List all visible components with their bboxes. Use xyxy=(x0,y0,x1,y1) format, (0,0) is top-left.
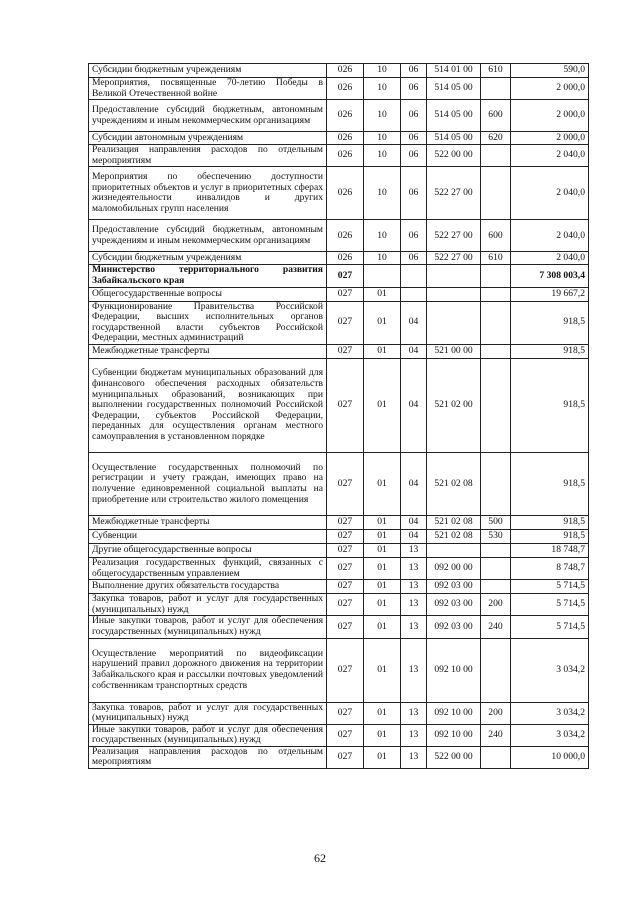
row-description: Межбюджетные трансферты xyxy=(89,515,327,529)
row-amount: 2 040,0 xyxy=(511,145,589,167)
row-section-code: 01 xyxy=(364,452,401,515)
row-description: Субвенции xyxy=(89,529,327,543)
row-section-code: 01 xyxy=(364,557,401,579)
budget-table xyxy=(88,63,589,769)
row-amount: 918,5 xyxy=(511,358,589,452)
row-section-code: 10 xyxy=(364,145,401,167)
row-ministry-code: 026 xyxy=(327,167,364,220)
table-row xyxy=(89,638,589,702)
row-subsection-code: 13 xyxy=(401,724,427,746)
row-ministry-code: 027 xyxy=(327,529,364,543)
row-expense-type-code: 610 xyxy=(481,252,511,265)
row-ministry-code: 026 xyxy=(327,145,364,167)
row-subsection-code: 13 xyxy=(401,580,427,594)
row-expense-type-code xyxy=(481,265,511,287)
row-ministry-code: 027 xyxy=(327,287,364,301)
row-section-code: 01 xyxy=(364,594,401,616)
row-ministry-code: 027 xyxy=(327,515,364,529)
table-row xyxy=(89,220,589,252)
row-expense-type-code: 530 xyxy=(481,529,511,543)
row-ministry-code: 027 xyxy=(327,638,364,702)
row-amount: 3 034,2 xyxy=(511,638,589,702)
row-subsection-code xyxy=(401,287,427,301)
row-target-item-code: 522 27 00 xyxy=(427,252,481,265)
row-expense-type-code xyxy=(481,638,511,702)
row-expense-type-code xyxy=(481,557,511,579)
row-description: Предоставление субсидий бюджетным, автономным учреждениям и иным некоммерческим организациям xyxy=(89,100,327,132)
row-section-code xyxy=(364,265,401,287)
row-amount: 10 000,0 xyxy=(511,746,589,768)
row-target-item-code: 092 03 00 xyxy=(427,594,481,616)
row-target-item-code: 521 02 00 xyxy=(427,358,481,452)
row-target-item-code: 521 00 00 xyxy=(427,344,481,358)
row-section-code: 01 xyxy=(364,358,401,452)
row-ministry-code: 027 xyxy=(327,452,364,515)
row-expense-type-code: 240 xyxy=(481,724,511,746)
row-ministry-code: 027 xyxy=(327,265,364,287)
row-section-code: 01 xyxy=(364,638,401,702)
row-amount: 918,5 xyxy=(511,515,589,529)
row-amount: 18 748,7 xyxy=(511,543,589,557)
row-amount: 918,5 xyxy=(511,529,589,543)
table-row xyxy=(89,78,589,100)
row-target-item-code: 521 02 08 xyxy=(427,529,481,543)
row-amount: 2 040,0 xyxy=(511,167,589,220)
row-description: Субсидии автономным учреждениям xyxy=(89,132,327,145)
table-row xyxy=(89,100,589,132)
row-target-item-code xyxy=(427,301,481,344)
row-description: Выполнение других обязательств государства xyxy=(89,580,327,594)
table-row xyxy=(89,702,589,724)
row-ministry-code: 027 xyxy=(327,594,364,616)
table-row xyxy=(89,167,589,220)
table-row xyxy=(89,515,589,529)
row-ministry-code: 027 xyxy=(327,724,364,746)
row-amount: 2 000,0 xyxy=(511,100,589,132)
row-amount: 918,5 xyxy=(511,344,589,358)
row-expense-type-code: 620 xyxy=(481,132,511,145)
row-amount: 2 000,0 xyxy=(511,132,589,145)
row-target-item-code: 522 27 00 xyxy=(427,220,481,252)
row-target-item-code: 092 10 00 xyxy=(427,702,481,724)
row-subsection-code: 13 xyxy=(401,702,427,724)
row-section-code: 10 xyxy=(364,252,401,265)
row-section-code: 01 xyxy=(364,301,401,344)
row-subsection-code: 04 xyxy=(401,529,427,543)
row-amount: 19 667,2 xyxy=(511,287,589,301)
table-row xyxy=(89,724,589,746)
row-ministry-code: 027 xyxy=(327,702,364,724)
row-section-code: 01 xyxy=(364,515,401,529)
row-amount: 5 714,5 xyxy=(511,580,589,594)
row-target-item-code: 092 00 00 xyxy=(427,557,481,579)
row-target-item-code: 092 10 00 xyxy=(427,724,481,746)
row-target-item-code xyxy=(427,265,481,287)
row-target-item-code: 514 01 00 xyxy=(427,64,481,78)
row-section-code: 10 xyxy=(364,64,401,78)
row-expense-type-code xyxy=(481,344,511,358)
table-row xyxy=(89,543,589,557)
row-description: Закупка товаров, работ и услуг для государственных (муниципальных) нужд xyxy=(89,702,327,724)
row-description: Общегосударственные вопросы xyxy=(89,287,327,301)
table-body xyxy=(89,64,589,769)
row-amount: 8 748,7 xyxy=(511,557,589,579)
row-description: Реализация направления расходов по отдельным мероприятиям xyxy=(89,746,327,768)
row-subsection-code: 13 xyxy=(401,616,427,638)
row-section-code: 01 xyxy=(364,543,401,557)
row-expense-type-code xyxy=(481,78,511,100)
row-target-item-code xyxy=(427,543,481,557)
row-subsection-code: 13 xyxy=(401,746,427,768)
row-description: Предоставление субсидий бюджетным, автономным учреждениям и иным некоммерческим организациям xyxy=(89,220,327,252)
row-subsection-code: 06 xyxy=(401,100,427,132)
row-subsection-code: 06 xyxy=(401,167,427,220)
row-description: Межбюджетные трансферты xyxy=(89,344,327,358)
table-row xyxy=(89,580,589,594)
row-expense-type-code: 200 xyxy=(481,702,511,724)
row-ministry-code: 026 xyxy=(327,252,364,265)
row-target-item-code xyxy=(427,287,481,301)
row-subsection-code: 04 xyxy=(401,515,427,529)
row-subsection-code: 13 xyxy=(401,557,427,579)
row-section-code: 10 xyxy=(364,78,401,100)
row-target-item-code: 521 02 08 xyxy=(427,452,481,515)
row-subsection-code: 06 xyxy=(401,78,427,100)
row-section-code: 01 xyxy=(364,616,401,638)
row-section-code: 10 xyxy=(364,167,401,220)
row-description: Осуществление государственных полномочий по регистрации и учету граждан, имеющих право на получение единовременной социальной выплаты на приобретение или строительство жилого помещения xyxy=(89,452,327,515)
row-target-item-code: 092 03 00 xyxy=(427,616,481,638)
table-row xyxy=(89,132,589,145)
row-amount: 5 714,5 xyxy=(511,594,589,616)
row-subsection-code: 06 xyxy=(401,145,427,167)
row-expense-type-code xyxy=(481,301,511,344)
row-ministry-code: 027 xyxy=(327,301,364,344)
row-ministry-code: 027 xyxy=(327,746,364,768)
row-subsection-code: 06 xyxy=(401,132,427,145)
row-expense-type-code xyxy=(481,145,511,167)
row-subsection-code: 04 xyxy=(401,301,427,344)
table-row xyxy=(89,265,589,287)
budget-document xyxy=(88,63,588,769)
row-expense-type-code xyxy=(481,287,511,301)
row-section-code: 01 xyxy=(364,746,401,768)
row-subsection-code: 13 xyxy=(401,594,427,616)
row-description: Иные закупки товаров, работ и услуг для обеспечения государственных (муниципальных) нужд xyxy=(89,724,327,746)
table-row xyxy=(89,746,589,768)
row-subsection-code: 04 xyxy=(401,344,427,358)
row-section-code: 10 xyxy=(364,220,401,252)
row-section-code: 10 xyxy=(364,132,401,145)
row-target-item-code: 522 00 00 xyxy=(427,746,481,768)
row-ministry-code: 026 xyxy=(327,132,364,145)
row-amount: 918,5 xyxy=(511,301,589,344)
row-amount: 5 714,5 xyxy=(511,616,589,638)
row-target-item-code: 522 27 00 xyxy=(427,167,481,220)
row-section-code: 10 xyxy=(364,100,401,132)
row-amount: 2 000,0 xyxy=(511,78,589,100)
table-row xyxy=(89,344,589,358)
row-ministry-code: 026 xyxy=(327,100,364,132)
row-ministry-code: 027 xyxy=(327,580,364,594)
row-section-code: 01 xyxy=(364,529,401,543)
table-row xyxy=(89,287,589,301)
row-description: Мероприятия по обеспечению доступности приоритетных объектов и услуг в приоритетных сферах жизнедеятельности инвалидов и других маломобильных групп населения xyxy=(89,167,327,220)
row-target-item-code: 514 05 00 xyxy=(427,100,481,132)
table-row xyxy=(89,557,589,579)
row-expense-type-code: 600 xyxy=(481,220,511,252)
row-expense-type-code: 240 xyxy=(481,616,511,638)
row-subsection-code: 06 xyxy=(401,64,427,78)
row-section-code: 01 xyxy=(364,580,401,594)
row-expense-type-code: 600 xyxy=(481,100,511,132)
table-row xyxy=(89,64,589,78)
page-number: 62 xyxy=(314,851,326,865)
row-amount: 590,0 xyxy=(511,64,589,78)
row-amount: 3 034,2 xyxy=(511,702,589,724)
row-expense-type-code xyxy=(481,358,511,452)
row-target-item-code: 092 03 00 xyxy=(427,580,481,594)
row-expense-type-code xyxy=(481,580,511,594)
row-description: Закупка товаров, работ и услуг для государственных (муниципальных) нужд xyxy=(89,594,327,616)
row-subsection-code: 06 xyxy=(401,252,427,265)
row-target-item-code: 092 10 00 xyxy=(427,638,481,702)
row-amount: 3 034,2 xyxy=(511,724,589,746)
row-description: Другие общегосударственные вопросы xyxy=(89,543,327,557)
row-ministry-code: 027 xyxy=(327,557,364,579)
row-description: Функционирование Правительства Российской Федерации, высших исполнительных органов государственной власти субъектов Российской Федерации, местных администраций xyxy=(89,301,327,344)
row-ministry-code: 026 xyxy=(327,78,364,100)
row-section-code: 01 xyxy=(364,702,401,724)
row-description: Субсидии бюджетным учреждениям xyxy=(89,64,327,78)
table-row xyxy=(89,529,589,543)
table-row xyxy=(89,594,589,616)
row-subsection-code: 13 xyxy=(401,543,427,557)
row-target-item-code: 514 05 00 xyxy=(427,78,481,100)
row-expense-type-code xyxy=(481,167,511,220)
row-amount: 7 308 003,4 xyxy=(511,265,589,287)
row-description: Реализация направления расходов по отдельным мероприятиям xyxy=(89,145,327,167)
row-target-item-code: 514 05 00 xyxy=(427,132,481,145)
row-description: Министерство территориального развития Забайкальского края xyxy=(89,265,327,287)
row-amount: 918,5 xyxy=(511,452,589,515)
row-subsection-code: 13 xyxy=(401,638,427,702)
row-section-code: 01 xyxy=(364,287,401,301)
row-subsection-code xyxy=(401,265,427,287)
row-expense-type-code xyxy=(481,452,511,515)
row-ministry-code: 027 xyxy=(327,543,364,557)
table-row xyxy=(89,301,589,344)
row-description: Иные закупки товаров, работ и услуг для обеспечения государственных (муниципальных) нужд xyxy=(89,616,327,638)
row-ministry-code: 026 xyxy=(327,220,364,252)
row-expense-type-code xyxy=(481,543,511,557)
row-ministry-code: 026 xyxy=(327,64,364,78)
table-row xyxy=(89,452,589,515)
row-ministry-code: 027 xyxy=(327,344,364,358)
row-section-code: 01 xyxy=(364,344,401,358)
table-row xyxy=(89,358,589,452)
table-row xyxy=(89,145,589,167)
row-description: Осуществление мероприятий по видеофиксации нарушений правил дорожного движения на территории Забайкальского края и рассылки почтовых уведомлений собственникам транспортных средств xyxy=(89,638,327,702)
row-expense-type-code: 610 xyxy=(481,64,511,78)
row-amount: 2 040,0 xyxy=(511,252,589,265)
row-subsection-code: 04 xyxy=(401,452,427,515)
row-expense-type-code xyxy=(481,746,511,768)
row-target-item-code: 521 02 08 xyxy=(427,515,481,529)
row-description: Субсидии бюджетным учреждениям xyxy=(89,252,327,265)
row-description: Мероприятия, посвященные 70-летию Победы в Великой Отечественной войне xyxy=(89,78,327,100)
row-subsection-code: 06 xyxy=(401,220,427,252)
table-row xyxy=(89,252,589,265)
row-description: Субвенции бюджетам муниципальных образований для финансового обеспечения расходных обязательств муниципальных образований, возникающих при выполнении государственных полномочий Российской Федерации, субъектов Российской Федерации, переданных для осуществления органам местного самоуправления в установленном порядке xyxy=(89,358,327,452)
row-ministry-code: 027 xyxy=(327,616,364,638)
row-expense-type-code: 200 xyxy=(481,594,511,616)
row-target-item-code: 522 00 00 xyxy=(427,145,481,167)
row-ministry-code: 027 xyxy=(327,358,364,452)
row-expense-type-code: 500 xyxy=(481,515,511,529)
row-section-code: 01 xyxy=(364,724,401,746)
row-description: Реализация государственных функций, связанных с общегосударственным управлением xyxy=(89,557,327,579)
table-row xyxy=(89,616,589,638)
row-amount: 2 040,0 xyxy=(511,220,589,252)
row-subsection-code: 04 xyxy=(401,358,427,452)
